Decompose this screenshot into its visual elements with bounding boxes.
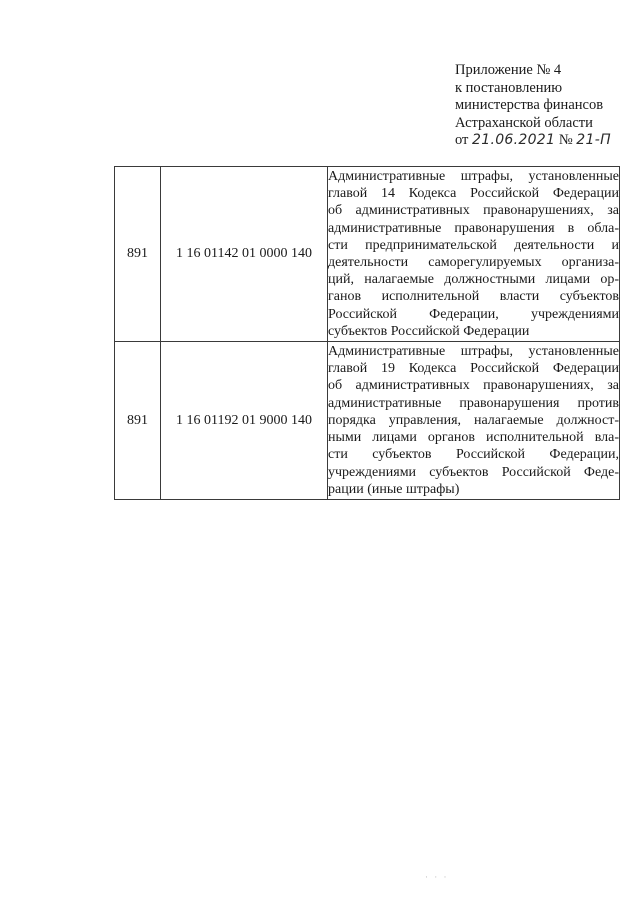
annex-line-region: Астраханской области (455, 114, 593, 131)
description-line: об административных правонарушениях, за (328, 203, 619, 219)
description-line: субъектов Российской Федерации (328, 323, 530, 339)
annex-title: Приложение № 4 (455, 62, 562, 78)
table-row (115, 342, 620, 500)
annex-line-ministry: министерства финансов (455, 97, 604, 113)
description-line: сти субъектов Российской Федерации, (328, 447, 619, 463)
annex-header (455, 62, 635, 150)
description-line: ций, налагаемые должностными лицами ор- (328, 272, 619, 288)
table-row (115, 167, 620, 342)
description-line: главой 14 Кодекса Российской Федерации (328, 186, 619, 202)
admin-code-cell: 891 (115, 342, 161, 500)
description-line: деятельности саморегулируемых организа- (328, 255, 619, 270)
handwritten-date: 21.06.2021 (472, 132, 556, 148)
description-line: сти предпринимательской деятельности и (328, 237, 619, 253)
description-line: Административные штрафы, установленные (328, 344, 619, 360)
annex-line-resolution: к постановлению (455, 79, 563, 96)
annex-date-line (455, 132, 635, 150)
description-line: рации (иные штрафы) (328, 481, 460, 497)
description-line: ганов исполнительной власти субъектов (328, 289, 619, 305)
description-line: учреждениями субъектов Российской Феде- (328, 464, 619, 480)
description-line: Административные штрафы, установленные (328, 168, 619, 184)
kbk-code-cell: 1 16 01192 01 9000 140 (161, 342, 328, 500)
handwritten-number: 21-П (576, 132, 611, 148)
description-line: ными лицами органов исполнительной вла- (328, 430, 619, 446)
description-line: административные правонарушения в обла- (328, 220, 619, 236)
number-prefix: № (558, 132, 573, 148)
page-mark: · · · (425, 872, 449, 882)
description-line: главой 19 Кодекса Российской Федерации (328, 361, 619, 377)
admin-code-cell: 891 (115, 167, 161, 342)
description-cell (328, 167, 620, 342)
description-line: административные правонарушения против (328, 395, 619, 411)
description-line: об административных правонарушениях, за (328, 378, 619, 394)
date-prefix: от (455, 132, 469, 148)
description-line: порядка управления, налагаемые должност- (328, 412, 619, 428)
kbk-code-cell: 1 16 01142 01 0000 140 (161, 167, 328, 342)
revenue-codes-table (114, 166, 620, 500)
description-line: Российской Федерации, учреждениями (328, 306, 619, 322)
description-cell (328, 342, 620, 500)
